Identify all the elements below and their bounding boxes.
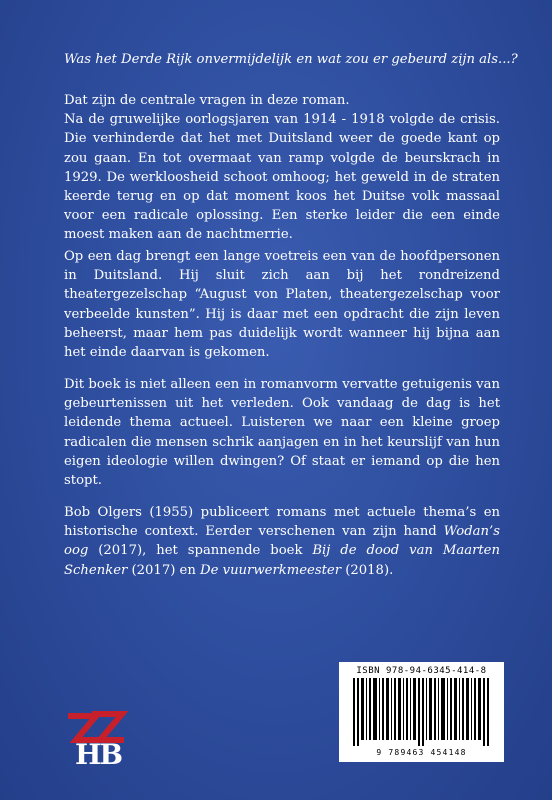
author-text: (2017), het spannende boek (88, 543, 313, 559)
book-title-wodans-oog: Wodan’s oog (64, 524, 500, 559)
author-text: (2017) en (127, 562, 201, 578)
publisher-logo (62, 710, 132, 774)
barcode-digits: 9 789463 454148 (376, 748, 467, 757)
book-title-maarten-schenker: Bij de dood van Maarten Schenker (64, 543, 500, 578)
book-title-vuurwerkmeester: De vuurwerkmeester (200, 562, 342, 578)
intro-line: Dat zijn de centrale vragen in deze roman. (64, 93, 350, 108)
paragraph-intro (64, 91, 500, 245)
logo-hb-text: HB (74, 738, 122, 771)
isbn-label: ISBN 978-94-6345-414-8 (356, 666, 487, 676)
intro-body: Na de gruwelijke oorlogsjaren van 1914 - 1918 volgde de crisis. Die verhinderde dat het met Duitsland weer de goede kant op zou gaan. En tot overmaat van ramp volgde de beurskrach in 1929. De werkloosheid schoot omhoog; het geweld in de straten keerde terug en op dat moment koos het Duitse volk massaal voor een radicale oplossing. Een sterke leider die een einde moest maken aan de nachtmerrie. (64, 112, 500, 243)
author-intro: Bob Olgers (1955) publiceert romans met actuele thema’s en historische context. Eerder verschenen van zijn hand (64, 505, 500, 540)
tagline: Was het Derde Rijk onvermijdelijk en wat zou er gebeurd zijn als...? (64, 52, 518, 67)
paragraph-plot: Op een dag brengt een lange voetreis een van de hoofdpersonen in Duitsland. Hij sluit zich aan bij het rondreizend theatergezelschap “August von Platen, theatergezelschap voor verbeelde kunsten”. Hij is daar met een opdracht die zijn leven beheerst, maar hem pas duidelijk wordt wanneer hij bijna aan het einde daarvan is gekomen. (64, 249, 500, 361)
paragraph-theme: Dit boek is niet alleen een in romanvorm vervatte getuigenis van gebeurtenissen uit het verleden. Ook vandaag de dag is het leidende thema actueel. Luisteren we naar een kleine groep radicalen die mensen schrik aanjagen en in het keurslijf van hun eigen ideologie willen dwingen? Of staat er iemand op die hen stopt. (64, 377, 500, 489)
author-text: (2018). (341, 562, 394, 578)
barcode-icon (351, 678, 492, 746)
paragraph-author (64, 503, 500, 580)
isbn-barcode (339, 662, 504, 762)
